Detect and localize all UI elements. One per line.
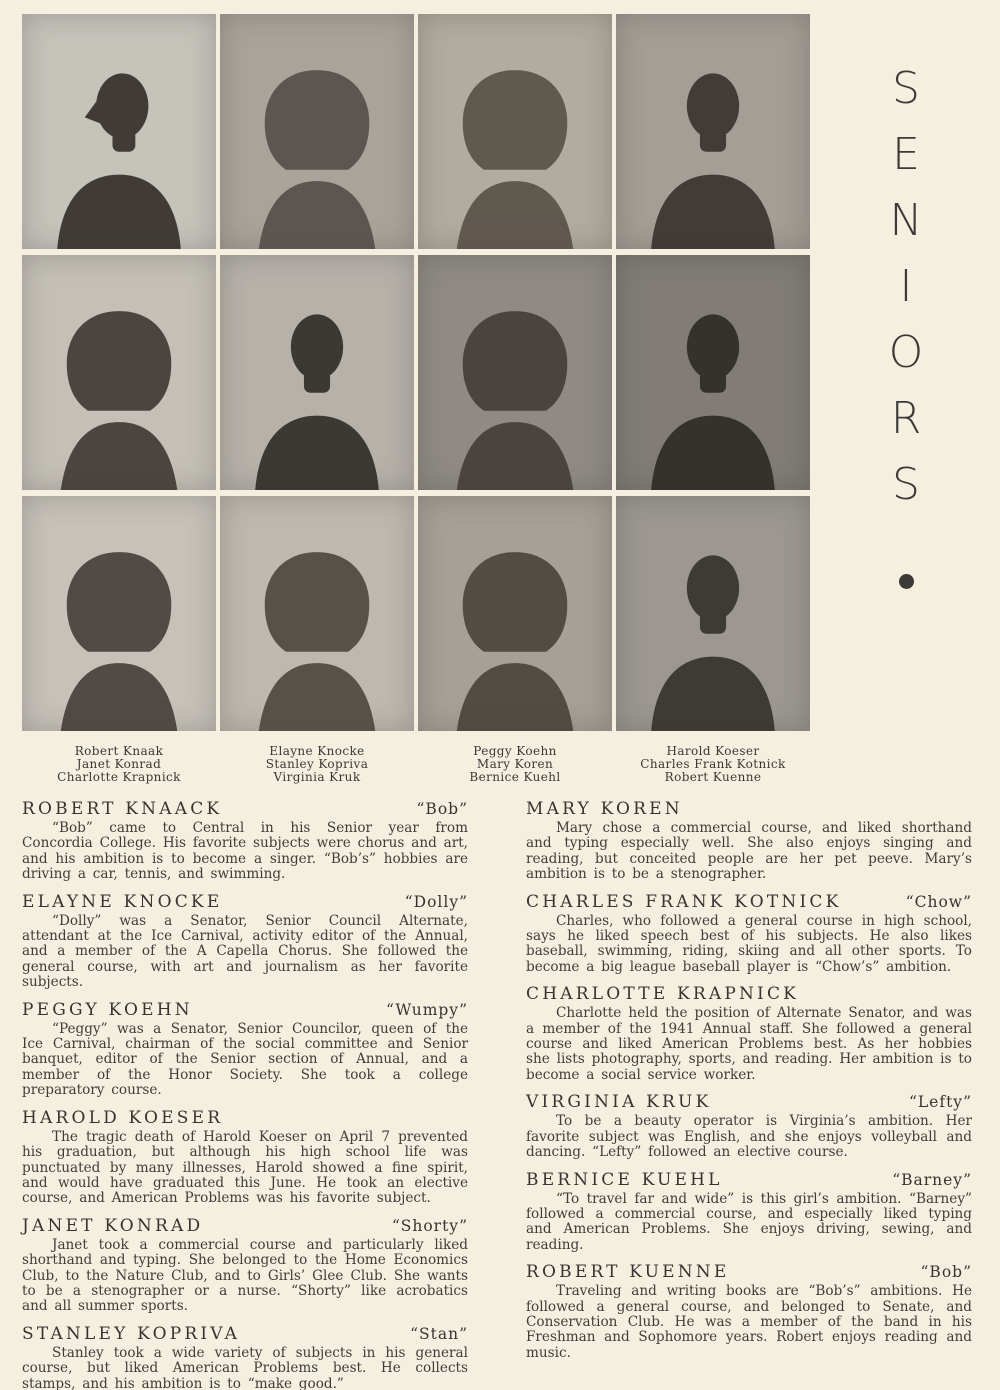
portrait-silhouette-icon <box>231 298 403 490</box>
student-name: ROBERT KNAACK <box>22 799 223 819</box>
student-name: ELAYNE KNOCKE <box>22 891 223 912</box>
student-name: CHARLOTTE KRAPNICK <box>526 984 800 1005</box>
student-name: JANET KONRAD <box>22 1215 204 1236</box>
section-bullet <box>899 574 914 589</box>
portrait-photo <box>22 14 216 249</box>
caption-group <box>22 745 216 783</box>
portrait-photo <box>616 255 810 490</box>
student-name: ROBERT KUENNE <box>526 1262 730 1283</box>
student-name: HAROLD KOESER <box>22 1107 224 1128</box>
bio-column-right <box>526 799 972 1390</box>
bio-entry <box>22 1216 468 1315</box>
portrait-photo <box>616 496 810 731</box>
seniors-letter: I <box>899 261 913 312</box>
portrait-photo <box>418 496 612 731</box>
bio-entry <box>526 892 972 976</box>
caption-name: Elayne Knocke <box>269 744 365 758</box>
student-nickname: “Stan” <box>410 1324 468 1343</box>
caption-name: Robert Knaak <box>74 744 164 758</box>
bio-paragraph: Traveling and writing books are “Bob’s” ambitions. He followed a general course, and belonged to Senate, and Conservation Club. He was a member of the band in his Freshman and Sophomore years. Robert enjoys reading and music. <box>526 1283 972 1361</box>
bio-heading <box>22 799 468 819</box>
student-name: MARY KOREN <box>526 799 683 819</box>
seniors-letter: O <box>888 327 924 378</box>
student-name: PEGGY KOEHN <box>22 999 193 1020</box>
bio-paragraph: Janet took a commercial course and particularly liked shorthand and typing. She belonged to the Home Economics Club, to the Nature Club, and to Girls’ Glee Club. She wants to be a stenographer or a nurse. “Shorty” like acrobatics and all summer sports. <box>22 1236 468 1315</box>
student-nickname: “Bob” <box>920 1263 972 1282</box>
bio-paragraph: The tragic death of Harold Koeser on April 7 prevented his graduation, but although his high school life was punctuated by many illnesses, Harold showed a fine spirit, and would have graduated this June. He took an elective course, and American Problems was his favorite subject. <box>22 1128 468 1207</box>
bio-entry <box>526 799 972 883</box>
caption-name: Stanley Kopriva <box>265 756 369 771</box>
student-nickname: “Chow” <box>905 892 972 911</box>
bio-entry <box>22 1324 468 1390</box>
portrait-silhouette-icon <box>429 539 601 731</box>
bio-heading <box>526 799 972 819</box>
bio-paragraph: Charles, who followed a general course in high school, says he liked speech best of his subjects. He also likes baseball, swimming, riding, skiing and all other sports. To become a big league baseball player is “Chow’s” ambition. <box>526 912 972 975</box>
seniors-letter: S <box>892 459 920 510</box>
seniors-letter: S <box>892 63 920 114</box>
caption-name: Virginia Kruk <box>273 769 361 784</box>
bio-paragraph: Charlotte held the position of Alternate Senator, and was a member of the 1941 Annual staff. She followed a general course and liked American Problems best. As her hobbies she lists photography, sports, and reading. Her ambition is to become a social service worker. <box>526 1005 972 1083</box>
portrait-silhouette-icon <box>33 57 205 249</box>
student-nickname: “Lefty” <box>908 1093 972 1112</box>
bio-column-left <box>22 799 468 1390</box>
portrait-photo <box>418 255 612 490</box>
caption-group <box>220 745 414 783</box>
caption-name: Bernice Kuehl <box>469 769 561 784</box>
portrait-photo <box>220 14 414 249</box>
caption-name: Peggy Koehn <box>473 744 557 758</box>
caption-name: Janet Konrad <box>76 756 162 771</box>
portrait-photo <box>22 255 216 490</box>
bio-paragraph: To be a beauty operator is Virginia’s ambition. Her favorite subject was English, and she enjoys volleyball and dancing. “Lefty” followed an elective course. <box>526 1113 972 1161</box>
student-name: VIRGINIA KRUK <box>526 1092 712 1113</box>
bio-paragraph: Mary chose a commercial course, and liked shorthand and typing especially well. She also enjoys singing and reading, but conceited people are her pet peeve. Mary’s ambition is to be a stenographer. <box>526 820 972 883</box>
bio-heading <box>22 892 468 912</box>
caption-name: Mary Koren <box>476 756 554 771</box>
caption-name: Charles Frank Kotnick <box>640 756 786 771</box>
bio-entry <box>22 1000 468 1099</box>
bio-heading <box>526 1092 972 1112</box>
caption-name: Charlotte Krapnick <box>57 769 181 784</box>
bio-entry <box>526 1170 972 1254</box>
bio-paragraph: “Bob” came to Central in his Senior year from Concordia College. His favorite subjects were chorus and art, and his ambition is to become a singer. “Bob’s” hobbies are driving a car, tennis, and swimming. <box>22 820 468 883</box>
portrait-silhouette-icon <box>231 57 403 249</box>
portrait-photo <box>22 496 216 731</box>
student-nickname: “Dolly” <box>404 892 468 911</box>
bio-entry <box>526 984 972 1083</box>
portrait-photo <box>220 255 414 490</box>
seniors-letter: E <box>892 129 920 180</box>
seniors-letter: N <box>889 195 923 246</box>
photo-captions <box>22 745 810 783</box>
portrait-silhouette-icon <box>33 298 205 490</box>
student-nickname: “Shorty” <box>391 1216 468 1235</box>
bio-heading <box>526 1262 972 1282</box>
student-name: STANLEY KOPRIVA <box>22 1323 241 1344</box>
portrait-silhouette-icon <box>429 298 601 490</box>
seniors-letter: R <box>890 393 922 444</box>
portrait-silhouette-icon <box>33 539 205 731</box>
bio-columns <box>22 799 972 1390</box>
bio-paragraph: “Peggy” was a Senator, Senior Councilor, queen of the Ice Carnival, chairman of the social committee and Senior banquet, editor of the Senior section of Annual, and a member of the Honor Society. She took a college preparatory course. <box>22 1020 468 1099</box>
bio-entry <box>22 892 468 991</box>
bio-heading <box>526 1170 972 1190</box>
bio-entry <box>22 1108 468 1207</box>
student-name: BERNICE KUEHL <box>526 1169 723 1190</box>
caption-name: Harold Koeser <box>666 744 760 758</box>
caption-group <box>418 745 612 783</box>
bio-heading <box>22 1216 468 1236</box>
bio-heading <box>22 1108 468 1128</box>
caption-name: Robert Kuenne <box>664 769 762 784</box>
student-nickname: “Bob” <box>416 800 468 818</box>
bio-entry <box>526 1262 972 1361</box>
caption-group <box>616 745 810 783</box>
bio-paragraph: “Dolly” was a Senator, Senior Council Alternate, attendant at the Ice Carnival, activity editor of the Annual, and a member of the A Capella Chorus. She followed the general course, with art and journalism as her favorite subjects. <box>22 912 468 991</box>
bio-entry <box>22 799 468 883</box>
bio-heading <box>22 1000 468 1020</box>
seniors-vertical-title <box>874 56 938 589</box>
portrait-silhouette-icon <box>231 539 403 731</box>
portrait-silhouette-icon <box>627 57 799 249</box>
bio-heading <box>22 1324 468 1344</box>
bio-heading <box>526 892 972 912</box>
portrait-silhouette-icon <box>627 298 799 490</box>
portrait-photo <box>418 14 612 249</box>
portrait-silhouette-icon <box>429 57 601 249</box>
photo-grid <box>22 14 810 731</box>
student-name: CHARLES FRANK KOTNICK <box>526 891 842 912</box>
bio-paragraph: Stanley took a wide variety of subjects in his general course, but liked American Problems best. He collects stamps, and his ambition is to “make good.” <box>22 1344 468 1390</box>
bio-entry <box>526 1092 972 1160</box>
bio-paragraph: “To travel far and wide” is this girl’s ambition. “Barney” followed a commercial course, and especially liked typing and American Problems. She enjoys driving, sewing, and reading. <box>526 1190 972 1253</box>
student-nickname: “Barney” <box>892 1170 972 1189</box>
portrait-silhouette-icon <box>627 539 799 731</box>
portrait-photo <box>220 496 414 731</box>
student-nickname: “Wumpy” <box>386 1000 468 1019</box>
bio-heading <box>526 984 972 1004</box>
portrait-photo <box>616 14 810 249</box>
